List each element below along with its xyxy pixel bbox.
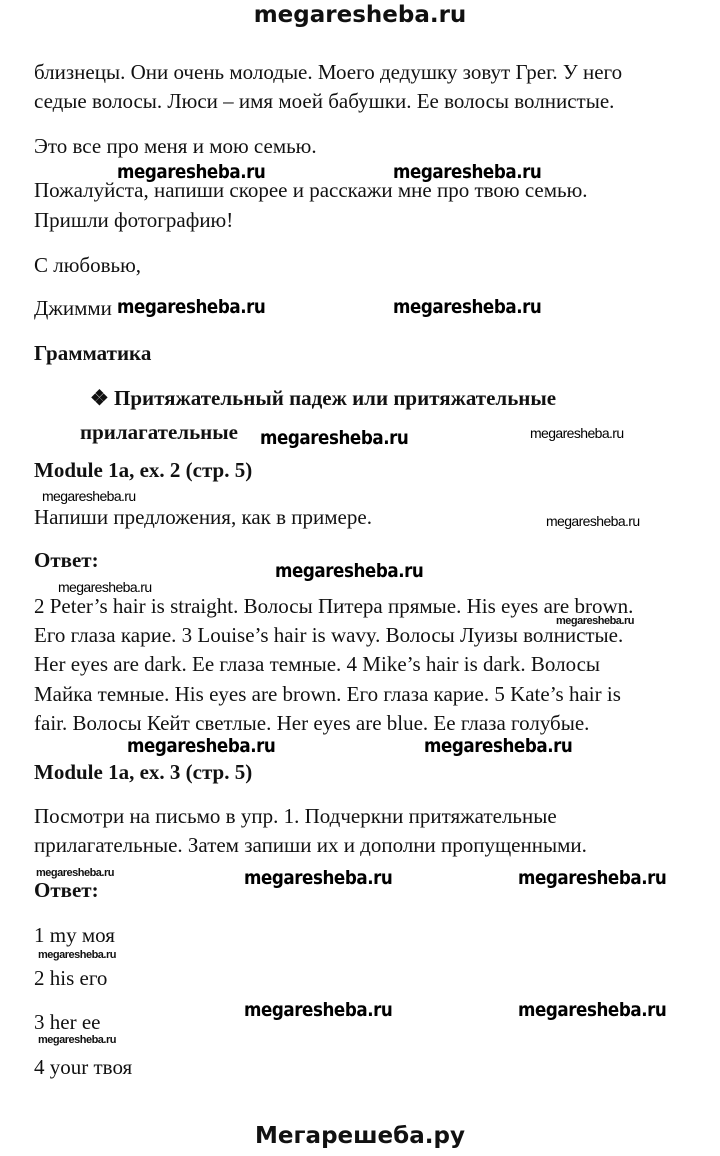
- diamond-bullet-icon: ❖: [90, 386, 109, 410]
- answer-line: Her eyes are dark. Ее глаза темные. 4 Mike’s hair is dark. Волосы: [34, 652, 601, 676]
- letter-line: седые волосы. Люси – имя моей бабушки. Ее волосы волнистые.: [34, 89, 615, 113]
- watermark: megaresheba.ru: [530, 425, 624, 441]
- ex3-task: Посмотри на письмо в упр. 1. Подчеркни притяжательные: [34, 804, 557, 828]
- answer-line: fair. Волосы Кейт светлые. Her eyes are blue. Ее глаза голубые.: [34, 711, 590, 735]
- answer-item: 4 your твоя: [34, 1055, 133, 1079]
- grammar-topic: Притяжательный падеж или притяжательные: [114, 386, 557, 410]
- answer-line: Майка темные. His eyes are brown. Его глаза карие. 5 Kate’s hair is: [34, 682, 621, 706]
- watermark: megaresheba.ru: [424, 735, 573, 757]
- ex2-task: Напиши предложения, как в примере.: [34, 505, 372, 529]
- answer-item: 1 my моя: [34, 923, 115, 947]
- letter-closing: С любовью,: [34, 253, 142, 277]
- letter-line: Пришли фотографию!: [34, 208, 234, 232]
- grammar-heading: Грамматика: [34, 341, 152, 365]
- watermark: megaresheba.ru: [518, 867, 667, 889]
- watermark: megaresheba.ru: [260, 427, 409, 449]
- watermark: megaresheba.ru: [38, 949, 116, 961]
- watermark: megaresheba.ru: [518, 999, 667, 1021]
- watermark: megaresheba.ru: [117, 161, 266, 183]
- watermark: megaresheba.ru: [546, 513, 640, 529]
- watermark: megaresheba.ru: [42, 488, 136, 504]
- letter-line: Это все про меня и мою семью.: [34, 134, 317, 158]
- watermark: megaresheba.ru: [244, 867, 393, 889]
- watermark: megaresheba.ru: [36, 867, 114, 879]
- letter-line: Пожалуйста, напиши скорее и расскажи мне про твою семью.: [34, 178, 588, 202]
- ex2-answer-label: Ответ:: [34, 548, 99, 572]
- grammar-topic: прилагательные: [80, 420, 238, 444]
- watermark: megaresheba.ru: [117, 296, 266, 318]
- answer-item: 2 his его: [34, 966, 108, 990]
- site-header[interactable]: megaresheba.ru: [253, 2, 467, 28]
- watermark: megaresheba.ru: [275, 560, 424, 582]
- ex3-title: Module 1a, ex. 3 (стр. 5): [34, 760, 253, 784]
- letter-signature: Джимми: [34, 296, 112, 320]
- ex3-answer-label: Ответ:: [34, 878, 99, 902]
- letter-line: близнецы. Они очень молодые. Моего дедушку зовут Грег. У него: [34, 60, 623, 84]
- ex2-title: Module 1a, ex. 2 (стр. 5): [34, 458, 253, 482]
- ex3-task: прилагательные. Затем запиши их и дополни пропущенными.: [34, 833, 587, 857]
- watermark: megaresheba.ru: [244, 999, 393, 1021]
- watermark: megaresheba.ru: [58, 579, 152, 595]
- watermark: megaresheba.ru: [393, 161, 542, 183]
- watermark: megaresheba.ru: [393, 296, 542, 318]
- answer-line: 2 Peter’s hair is straight. Волосы Питера прямые. His eyes are brown.: [34, 594, 634, 618]
- watermark: megaresheba.ru: [127, 735, 276, 757]
- watermark: megaresheba.ru: [38, 1034, 116, 1046]
- site-footer[interactable]: Мегарешеба.ру: [255, 1123, 465, 1149]
- watermark: megaresheba.ru: [556, 615, 634, 627]
- answer-item: 3 her ее: [34, 1010, 101, 1034]
- answer-line: Его глаза карие. 3 Louise’s hair is wavy. Волосы Луизы волнистые.: [34, 623, 624, 647]
